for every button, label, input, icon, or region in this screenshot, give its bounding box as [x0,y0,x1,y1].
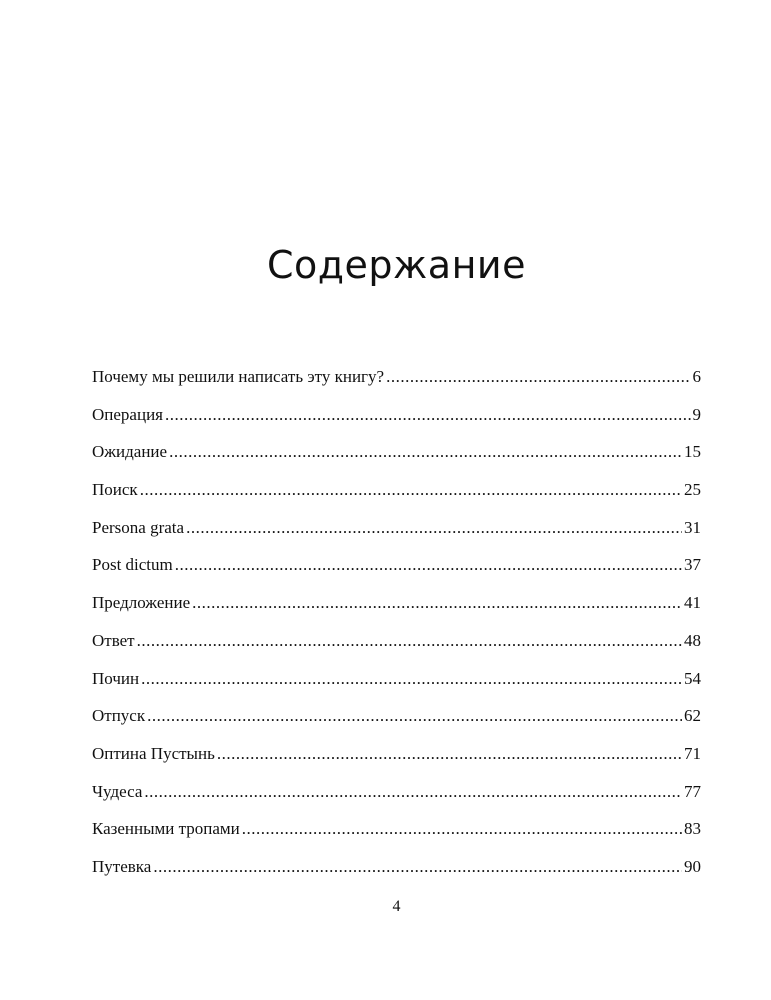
toc-entry-page: 71 [684,743,701,763]
toc-entry-title: Почему мы решили написать эту книгу? [92,367,385,386]
toc-entry [92,629,701,667]
page-number: 4 [392,898,401,915]
toc-entry-title: Чудеса [92,781,143,801]
toc-entry-title: Почин [92,668,140,688]
toc-entry-title: Операция [92,404,163,424]
toc-entry-page: 90 [684,856,701,876]
page-title: Содержание [267,243,526,287]
dot-leader [144,780,682,804]
toc-entry-title: Поиск [92,480,138,500]
dot-leader [192,591,682,615]
toc-entry-page: 48 [684,630,701,650]
dot-leader [140,478,682,502]
toc-entry [92,516,701,554]
toc-entry-title: Ответ [92,630,135,650]
toc-entry-page: 6 [692,367,701,386]
dot-leader [386,365,690,389]
toc-entry-title: Предложение [92,593,191,613]
toc-entry-title: Оптина Пустынь [92,743,215,763]
toc-entry [92,704,701,742]
toc-entry [92,403,701,441]
dot-leader [165,403,691,427]
dot-leader [147,704,682,728]
toc-entry [92,478,701,516]
toc-entry [92,667,701,705]
toc-entry [92,553,701,591]
dot-leader [137,629,682,653]
toc-entry [92,591,701,629]
toc-entry [92,365,701,403]
toc-entry-page: 54 [684,668,701,688]
toc-entry-title: Ожидание [92,442,168,462]
dot-leader [153,855,682,879]
toc-entry [92,742,701,780]
toc-entry-page: 62 [684,706,701,726]
dot-leader [141,667,682,691]
dot-leader [175,553,682,577]
toc-entry [92,440,701,478]
toc-entry-title: Persona grata [92,517,185,537]
toc-entry-title: Казенными тропами [92,819,240,839]
toc-entry-page: 25 [684,480,701,500]
toc-entry-page: 37 [684,555,701,575]
toc-entry-title: Post dictum [92,555,173,575]
toc-entry [92,855,701,893]
table-of-contents [92,365,701,893]
toc-entry-page: 77 [684,781,701,801]
dot-leader [217,742,682,766]
toc-entry [92,817,701,855]
dot-leader [186,516,682,540]
dot-leader [242,817,682,841]
toc-entry-page: 15 [684,442,701,462]
toc-entry [92,780,701,818]
toc-entry-page: 83 [684,819,701,839]
toc-entry-page: 31 [684,517,701,537]
toc-entry-page: 41 [684,593,701,613]
toc-entry-title: Путевка [92,856,152,876]
toc-entry-title: Отпуск [92,706,146,726]
dot-leader [169,440,682,464]
toc-entry-page: 9 [692,404,701,424]
